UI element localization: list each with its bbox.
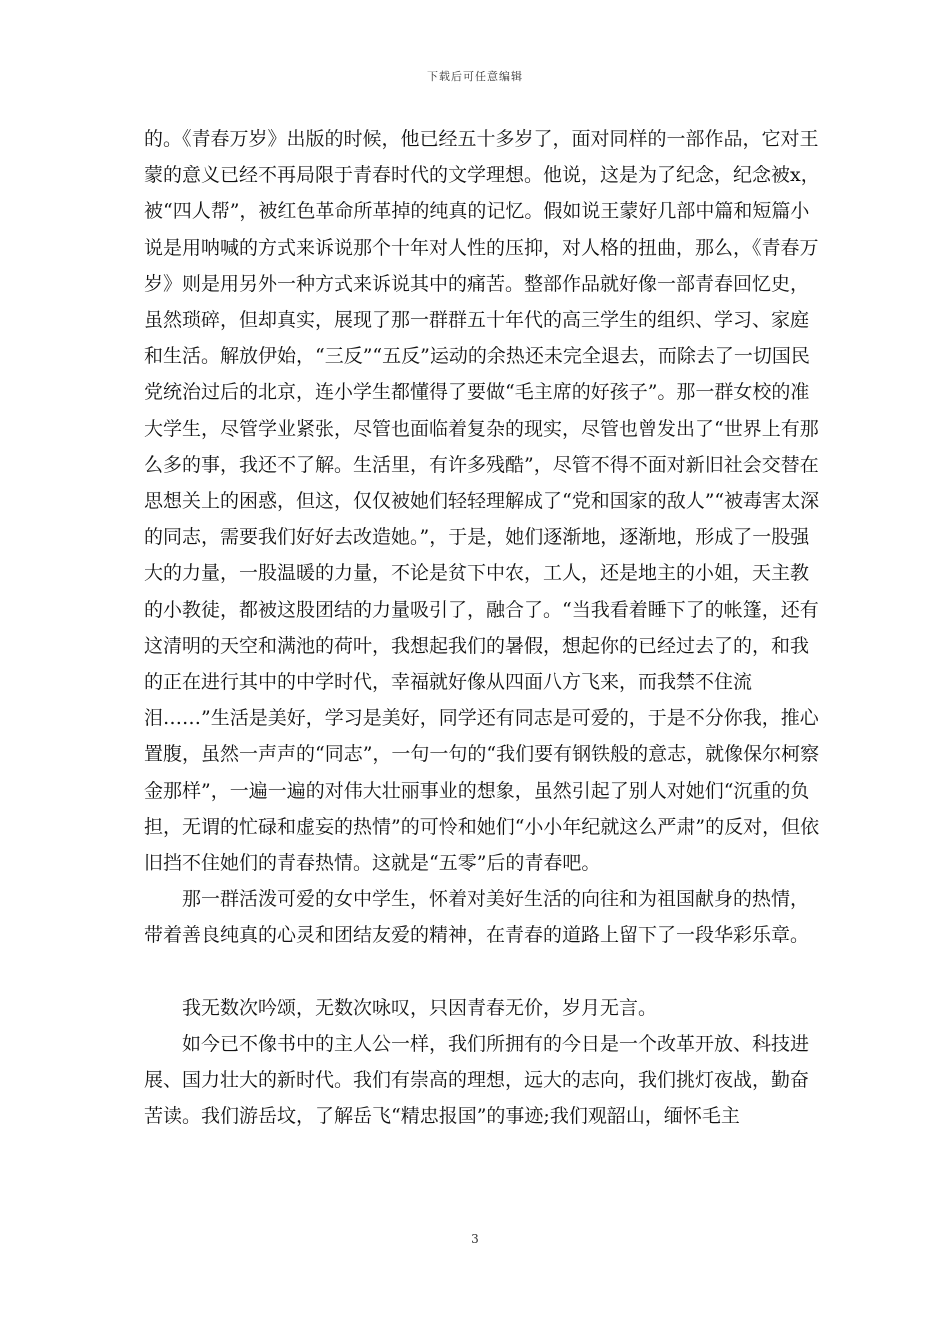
page-number: 3 — [471, 1232, 479, 1246]
paragraph: 如今已不像书中的主人公一样，我们所拥有的今日是一个改革开放、科技进展、国力壮大的新时代。我们有崇高的理想，远大的志向，我们挑灯夜战，勤奋苦读。我们游岳坟，了解岳飞“精忠报国”的事迹;我们观韶山，缅怀毛主 — [144, 1033, 810, 1128]
paragraph: 那一群活泼可爱的女中学生，怀着对美好生活的向往和为祖国献身的热情，带着善良纯真的心灵和团结友爱的精神，在青春的道路上留下了一段华彩乐章。 — [144, 888, 810, 947]
document-body — [144, 121, 824, 1135]
paragraph-spacer — [144, 954, 824, 990]
page-header: 下载后可任意编辑 — [427, 70, 523, 83]
paragraph: 我无数次吟颂，无数次咏叹，只因青春无价，岁月无言。 — [182, 996, 658, 1019]
paragraph: 的。《青春万岁》出版的时候，他已经五十多岁了，面对同样的一部作品，它对王蒙的意义已经不再局限于青春时代的文学理想。他说，这是为了纪念，纪念被x，被“四人帮”，被红色革命所革掉的纯真的记忆。假如说王蒙好几部中篇和短篇小说是用呐喊的方式来诉说那个十年对人性的压抑，对人格的扭曲，那么，《青春万岁》则是用另外一种方式来诉说其中的痛苦。整部作品就好像一部青春回忆史，虽然琐碎，但却真实，展现了那一群群五十年代的高三学生的组织、学习、家庭和生活。解放伊始，“三反”“五反”运动的余热还未完全退去，而除去了一切国民党统治过后的北京，连小学生都懂得了要做“毛主席的好孩子”。那一群女校的准大学生，尽管学业紧张，尽管也面临着复杂的现实，尽管也曾发出了“世界上有那么多的事，我还不了解。生活里，有许多残酷”，尽管不得不面对新旧社会交替在思想关上的困惑，但这，仅仅被她们轻轻理解成了“党和国家的敌人”“被毒害太深的同志，需要我们好好去改造她。”，于是，她们逐渐地，逐渐地，形成了一股强大的力量，一股温暖的力量，不论是贫下中农，工人，还是地主的小姐，天主教的小教徒，都被这股团结的力量吸引了，融合了。“当我看着睡下了的帐篷，还有这清明的天空和满池的荷叶，我想起我们的暑假，想起你的已经过去了的，和我的正在进行其中的中学时代，幸福就好像从四面八方飞来，而我禁不住流泪……”生活是美好，学习是美好，同学还有同志是可爱的，于是不分你我，推心置腹，虽然一声声的“同志”，一句一句的“我们要有钢铁般的意志，就像保尔柯察金那样”，一遍一遍的对伟大壮丽事业的想象，虽然引起了别人对她们“沉重的负担，无谓的忙碌和虚妄的热情”的可怜和她们“小小年纪就这么严肃”的反对，但依旧挡不住她们的青春热情。这就是“五零”后的青春吧。 — [144, 128, 820, 875]
